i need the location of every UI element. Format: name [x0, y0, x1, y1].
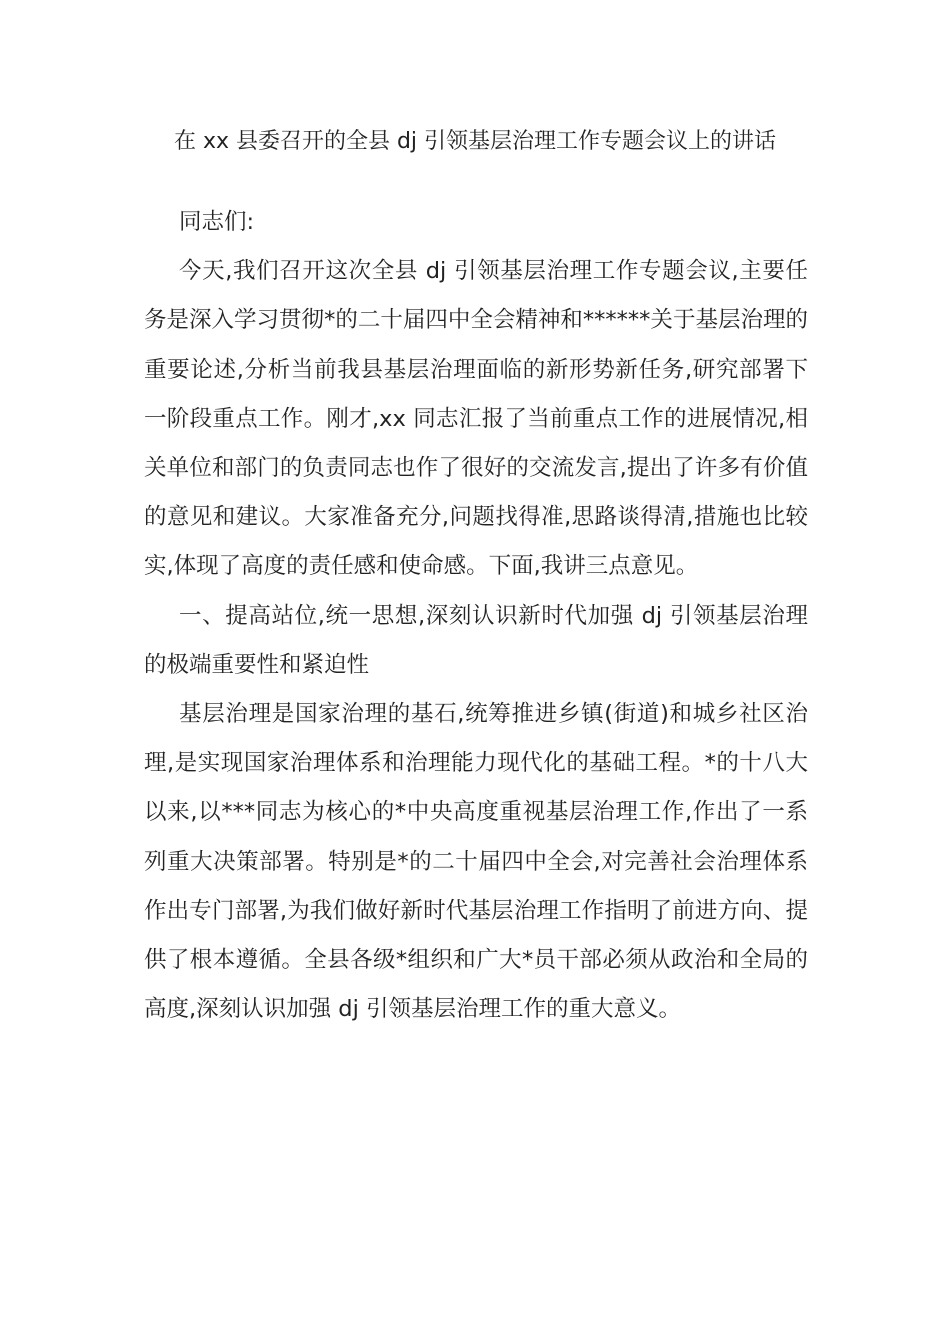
- document-title: 在 xx 县委召开的全县 dj 引领基层治理工作专题会议上的讲话: [173, 129, 777, 154]
- body-paragraph: 基层治理是国家治理的基石,统筹推进乡镇(街道)和城乡社区治理,是实现国家治理体系和治理能力现代化的基础工程。*的十八大以来,以***同志为核心的*中央高度重视基层治理工作,作出了一系列重大决策部署。特别是*的二十届四中全会,对完善社会治理体系作出专门部署,为我们做好新时代基层治理工作指明了前进方向、提供了根本遵循。全县各级*组织和广大*员干部必须从政治和全局的高度,深刻认识加强 dj 引领基层治理工作的重大意义。: [144, 701, 808, 1023]
- salutation: 同志们:: [179, 209, 255, 235]
- section-heading: 一、提高站位,统一思想,深刻认识新时代加强 dj 引领基层治理的极端重要性和紧迫性: [144, 602, 808, 678]
- document-body: [144, 198, 808, 1034]
- intro-paragraph: 今天,我们召开这次全县 dj 引领基层治理工作专题会议,主要任务是深入学习贯彻*的二十届四中全会精神和******关于基层治理的重要论述,分析当前我县基层治理面临的新形势新任务,研究部署下一阶段重点工作。刚才,xx 同志汇报了当前重点工作的进展情况,相关单位和部门的负责同志也作了很好的交流发言,提出了许多有价值的意见和建议。大家准备充分,问题找得准,思路谈得清,措施也比较实,体现了高度的责任感和使命感。下面,我讲三点意见。: [144, 258, 808, 580]
